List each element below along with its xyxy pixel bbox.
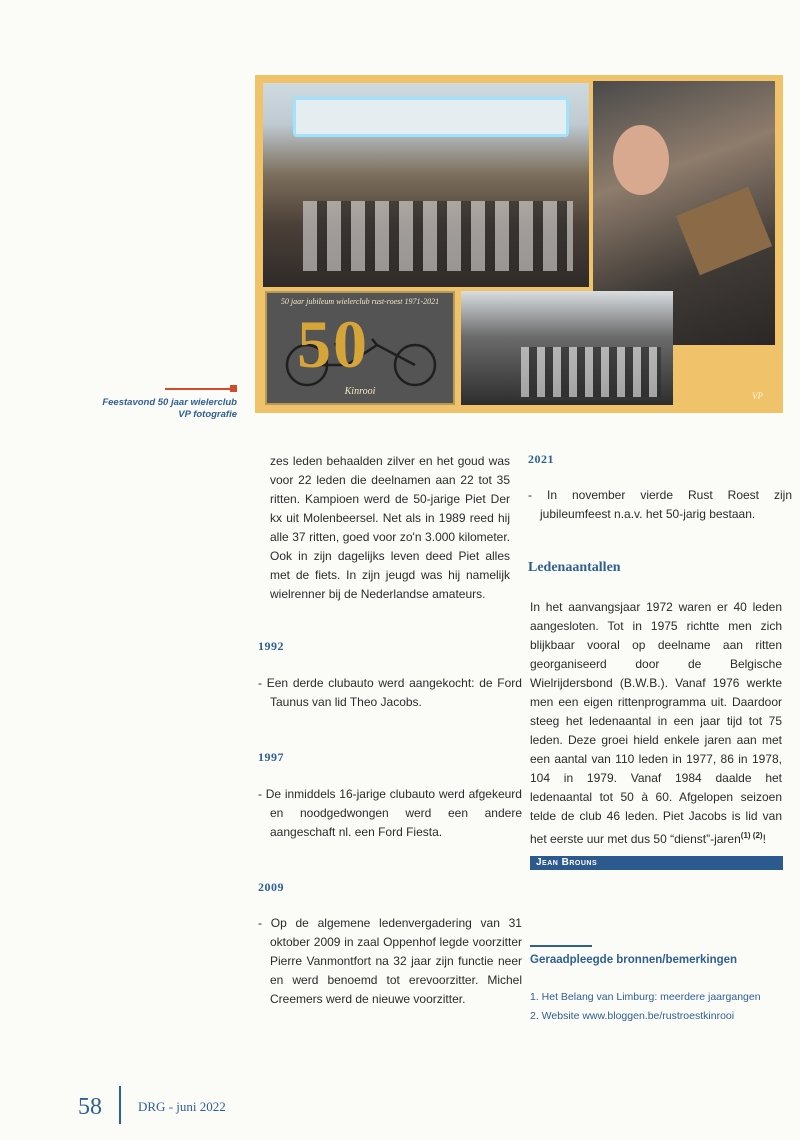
caption-line-1: Feestavond 50 jaar wielerclub (102, 397, 237, 408)
caption-marker (230, 385, 237, 392)
dinner-rows (521, 347, 661, 397)
sources-heading: Geraadpleegde bronnen/bemerkingen (530, 954, 738, 966)
publication-info: DRG - juni 2022 (138, 1099, 226, 1114)
bullet-2009: - Op de algemene ledenvergadering van 31 oktober 2009 in zaal Oppenhof legde voorzitter Pierre Vanmontfort na 32 jaar zijn functie neer en werd benoemd tot erevoorzitter. Michel Creemers werd de nieuwe voorzitter. (258, 914, 522, 1009)
intro-paragraph: zes leden behaalden zilver en het goud was voor 22 leden die deelnamen aan 22 tot 35 ritten. Kampioen werd de 50-jarige Piet Der kx uit Molenbeersel. Net als in 1989 reed hij alle 37 ritten, goed voor zo'n 3.000 kilometer. Ook in zijn dagelijks leven deed Piet alles met de fiets. In zijn jeugd was hij namelijk wielrenner bij de Nederlandse amateurs. (270, 454, 510, 601)
jubilee-logo (265, 291, 455, 405)
members-text-end: ! (762, 832, 766, 846)
caption-rule (165, 388, 233, 390)
year-heading-2009: 2009 (258, 880, 284, 894)
footer-divider (119, 1086, 121, 1124)
members-text: In het aanvangsjaar 1972 waren er 40 leden aangesloten. Tot in 1975 richtte men zich blijkbaar vooral op deelname aan ritten georganiseerd door de Belgische Wielrijdersbond (B.W.B.). Vanaf 1976 werkte men een eigen rittenprogramma uit. Daardoor steeg het ledenaantal in een jaar tijd tot 75 leden. Deze groei hield enkele jaren aan met een aantal van 110 leden in 1977, 86 in 1978, 104 in 1979. Vanaf 1984 daalde het ledenaantal tot 50 à 60. Afgelopen seizoen telde de club 46 leden. Piet Jacobs is lid van het eerste uur met dus 50 “dienst”-jaren (530, 600, 782, 846)
dinner-guests-photo (461, 291, 673, 405)
portrait-face (613, 125, 669, 195)
logo-banner-text: 50 jaar jubileum wielerclub rust-roest 1971-2021 (280, 297, 440, 306)
page-number: 58 (78, 1094, 102, 1120)
dining-tables (303, 201, 573, 271)
section-heading-ledenaantallen: Ledenaantallen (528, 560, 621, 575)
source-item: 2. Website www.bloggen.be/rustroestkinrooi (530, 1010, 735, 1022)
members-paragraph (530, 598, 782, 849)
logo-place: Kinrooi (344, 386, 376, 397)
logo-fifty: 50 (297, 306, 369, 382)
photo-collage (255, 75, 783, 413)
photo-caption (100, 397, 237, 421)
bullet-1992: - Een derde clubauto werd aangekocht: de Ford Taunus van lid Theo Jacobs. (258, 674, 522, 712)
ceiling-light-panel (293, 97, 569, 137)
year-heading-1997: 1997 (258, 750, 284, 764)
award-plaque (676, 187, 772, 276)
photographer-watermark: VP (752, 391, 763, 401)
banquet-hall-photo (263, 83, 589, 287)
sources-list (530, 988, 785, 1026)
sources-rule (530, 945, 592, 947)
caption-line-2: VP fotografie (178, 409, 237, 420)
year-heading-1992: 1992 (258, 639, 284, 653)
footnote-refs: (1) (2) (740, 831, 763, 840)
author-bar (530, 856, 783, 870)
year-heading-2021: 2021 (528, 452, 554, 466)
source-item: 1. Het Belang van Limburg: meerdere jaargangen (530, 991, 761, 1003)
author-name: Jean Brouns (536, 857, 598, 868)
bullet-2021: - In november vierde Rust Roest zijn jubileumfeest n.a.v. het 50-jarig bestaan. (528, 486, 792, 524)
bullet-1997: - De inmiddels 16-jarige clubauto werd afgekeurd en noodgedwongen werd een andere aangeschaft nl. een Ford Fiesta. (258, 785, 522, 842)
